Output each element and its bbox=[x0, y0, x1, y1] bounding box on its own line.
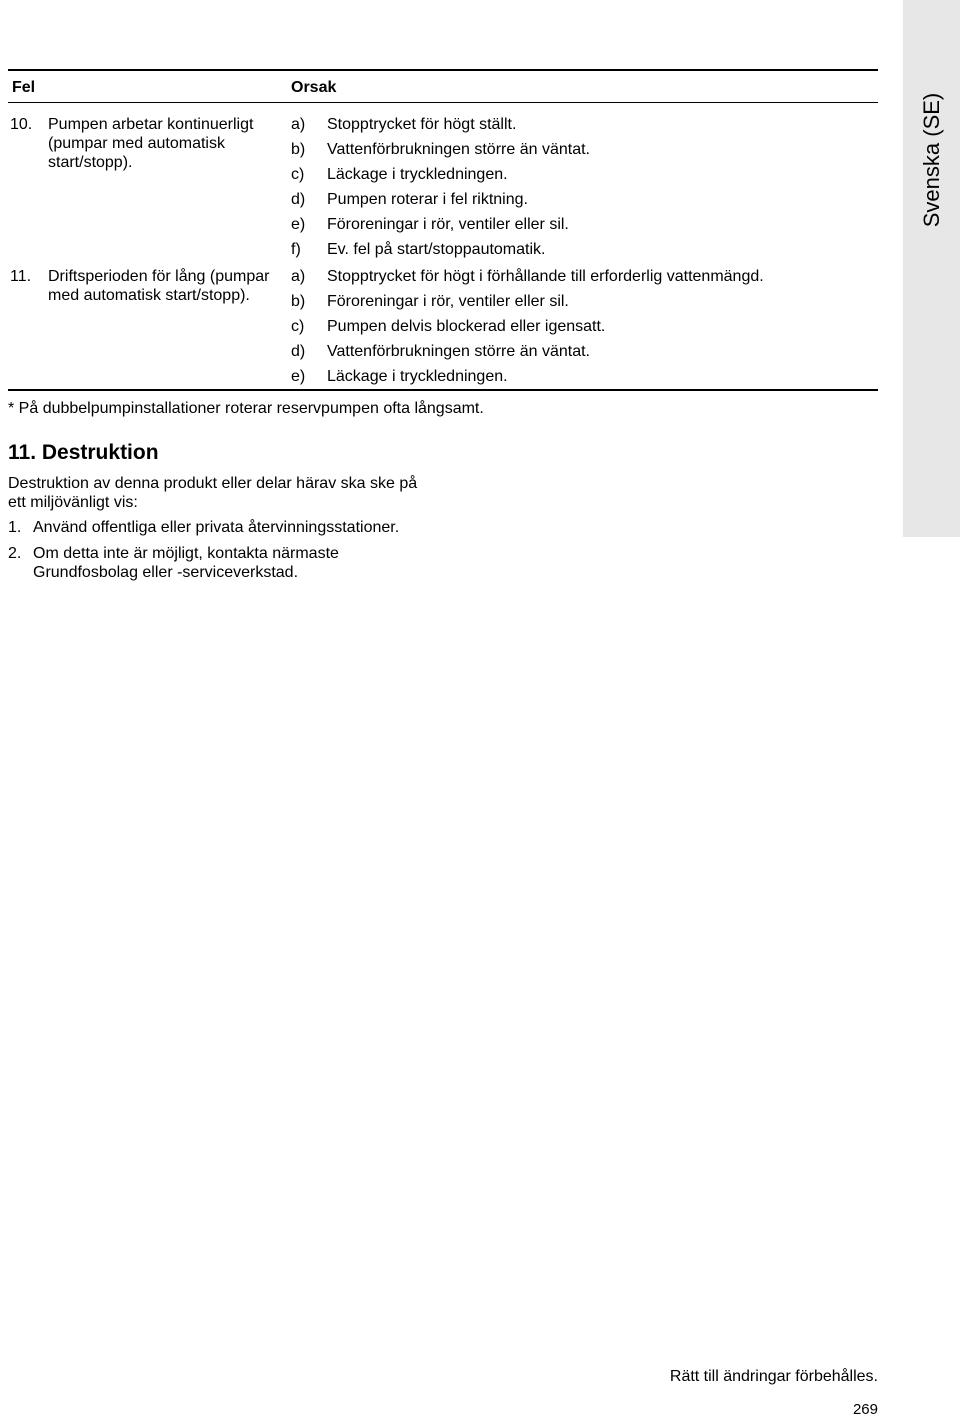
cause-item bbox=[291, 342, 881, 367]
cause-list-11 bbox=[291, 267, 881, 392]
table-header-rule bbox=[8, 102, 878, 103]
column-header-fel: Fel bbox=[12, 79, 36, 96]
cause-letter: e) bbox=[291, 216, 306, 233]
cause-letter: e) bbox=[291, 368, 306, 385]
table-bottom-rule bbox=[8, 389, 878, 391]
cause-letter: f) bbox=[291, 241, 301, 258]
table-footnote: * På dubbelpumpinstallationer roterar reservpumpen ofta långsamt. bbox=[8, 400, 484, 417]
cause-item bbox=[291, 292, 881, 317]
cause-text: Stopptrycket för högt ställt. bbox=[327, 116, 517, 133]
cause-letter: c) bbox=[291, 166, 305, 183]
cause-text: Vattenförbrukningen större än väntat. bbox=[327, 141, 590, 158]
fault-description: Pumpen arbetar kontinuerligt (pumpar med automatisk start/stopp). bbox=[48, 116, 254, 171]
cause-text: Vattenförbrukningen större än väntat. bbox=[327, 343, 590, 360]
fault-number: 11. bbox=[10, 268, 32, 285]
cause-text: Läckage i tryckledningen. bbox=[327, 368, 508, 385]
fault-row-10 bbox=[10, 115, 275, 172]
language-label: Svenska (SE) bbox=[918, 92, 944, 228]
cause-text: Pumpen roterar i fel riktning. bbox=[327, 191, 528, 208]
cause-item bbox=[291, 190, 881, 215]
fault-row-11 bbox=[10, 267, 275, 305]
cause-text: Föroreningar i rör, ventiler eller sil. bbox=[327, 216, 569, 233]
cause-text: Stopptrycket för högt i förhållande till erforderlig vattenmängd. bbox=[327, 268, 764, 285]
cause-letter: a) bbox=[291, 268, 306, 285]
cause-list-10 bbox=[291, 115, 881, 265]
step-item bbox=[8, 518, 428, 537]
cause-text: Föroreningar i rör, ventiler eller sil. bbox=[327, 293, 569, 310]
footer-note: Rätt till ändringar förbehålles. bbox=[669, 1368, 878, 1385]
section-intro: Destruktion av denna produkt eller delar härav ska ske på ett miljövänligt vis: bbox=[8, 475, 418, 511]
table-top-rule bbox=[8, 69, 878, 71]
fault-description: Driftsperioden för lång (pumpar med automatisk start/stopp). bbox=[48, 268, 270, 304]
cause-letter: d) bbox=[291, 343, 306, 360]
step-text: Om detta inte är möjligt, kontakta närmaste Grundfosbolag eller -serviceverkstad. bbox=[33, 545, 339, 581]
language-side-tab bbox=[903, 0, 960, 537]
step-number: 1. bbox=[8, 519, 22, 536]
page-number: 269 bbox=[852, 1401, 878, 1418]
cause-item bbox=[291, 165, 881, 190]
cause-item bbox=[291, 140, 881, 165]
cause-letter: a) bbox=[291, 116, 306, 133]
cause-item bbox=[291, 240, 881, 265]
cause-text: Läckage i tryckledningen. bbox=[327, 166, 508, 183]
step-text: Använd offentliga eller privata återvinningsstationer. bbox=[33, 519, 400, 536]
fault-number: 10. bbox=[10, 116, 33, 133]
cause-item bbox=[291, 317, 881, 342]
cause-letter: b) bbox=[291, 293, 306, 310]
step-item bbox=[8, 544, 428, 582]
cause-item bbox=[291, 267, 881, 292]
cause-text: Pumpen delvis blockerad eller igensatt. bbox=[327, 318, 606, 335]
step-number: 2. bbox=[8, 545, 22, 562]
column-header-orsak: Orsak bbox=[291, 79, 337, 96]
cause-letter: b) bbox=[291, 141, 306, 158]
cause-item bbox=[291, 115, 881, 140]
cause-letter: c) bbox=[291, 318, 305, 335]
cause-item bbox=[291, 215, 881, 240]
cause-letter: d) bbox=[291, 191, 306, 208]
destruction-steps bbox=[8, 518, 428, 589]
section-title: 11. Destruktion bbox=[8, 441, 159, 464]
cause-text: Ev. fel på start/stoppautomatik. bbox=[327, 241, 546, 258]
